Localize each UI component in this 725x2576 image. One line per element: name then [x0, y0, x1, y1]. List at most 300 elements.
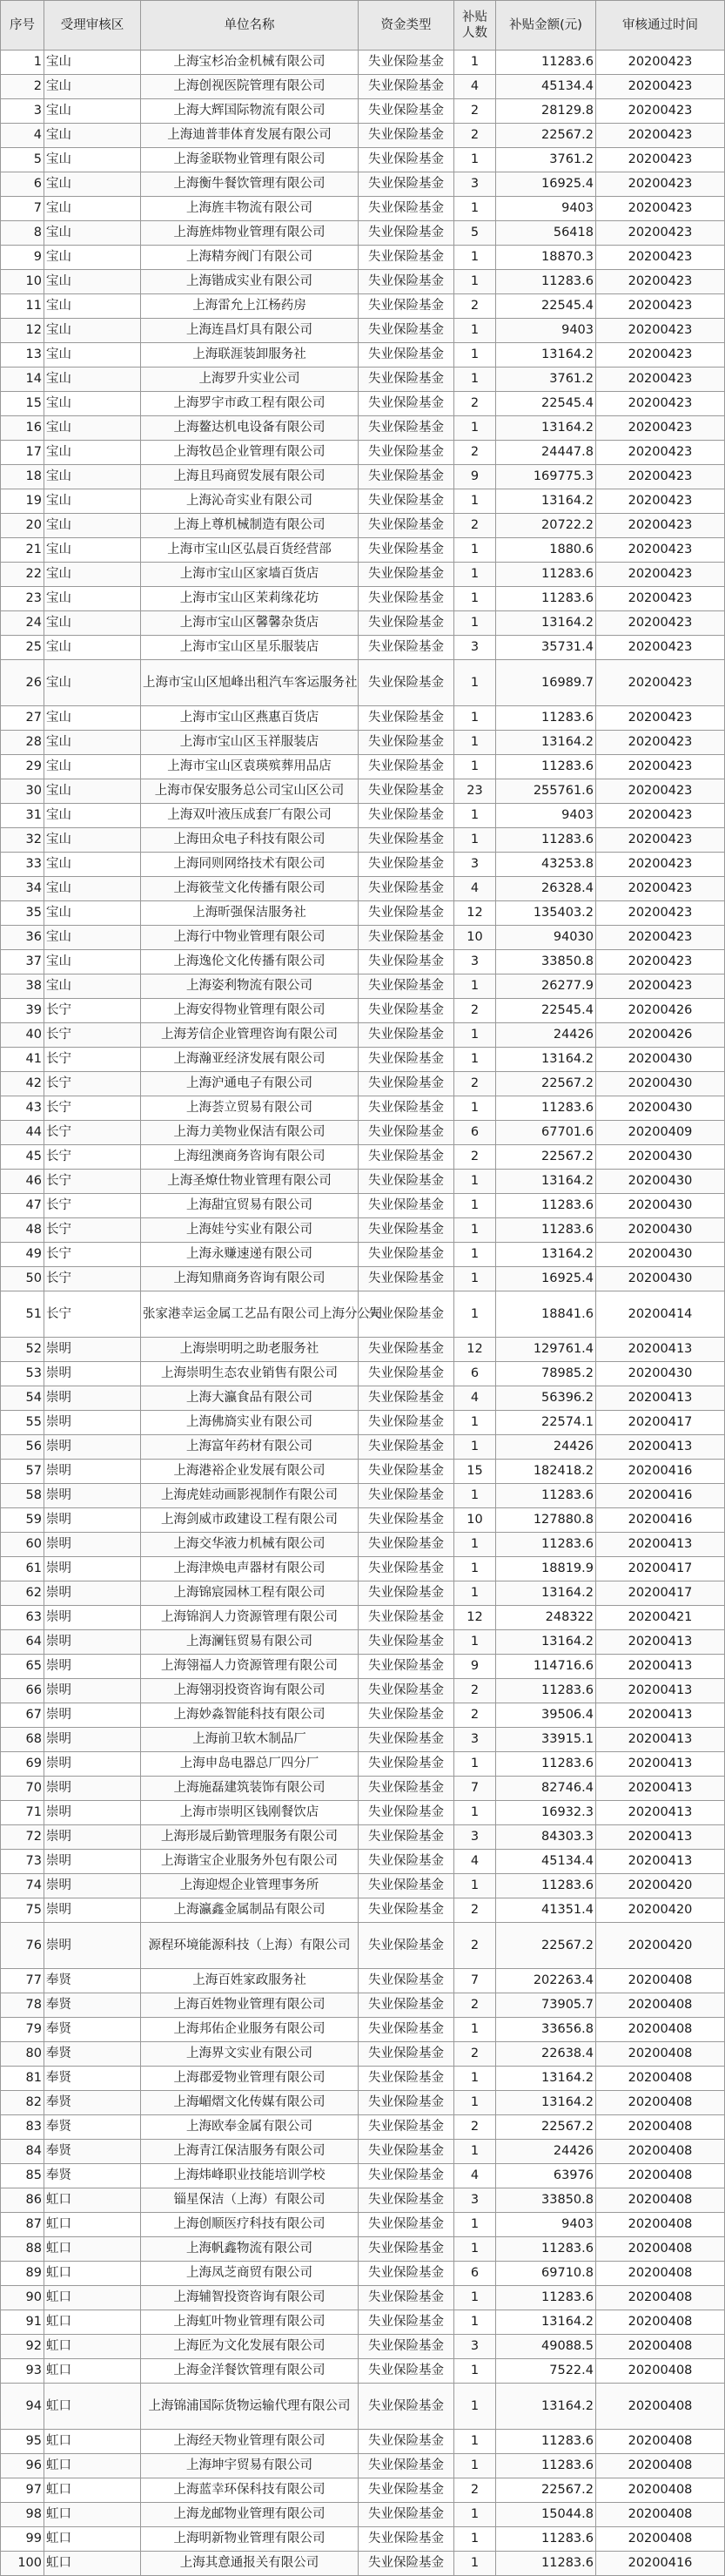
cell-amount: 11283.6 — [496, 1752, 596, 1777]
cell-organization: 上海衡牛餐饮管理有限公司 — [141, 172, 359, 197]
cell-fund-type: 失业保险基金 — [359, 246, 454, 270]
cell-index: 32 — [1, 828, 44, 853]
cell-index: 71 — [1, 1801, 44, 1825]
cell-district: 崇明 — [44, 1655, 141, 1679]
cell-index: 94 — [1, 2384, 44, 2430]
cell-headcount: 3 — [454, 1728, 496, 1752]
cell-fund-type: 失业保险基金 — [359, 779, 454, 804]
cell-fund-type: 失业保险基金 — [359, 172, 454, 197]
cell-amount: 26277.9 — [496, 974, 596, 999]
cell-organization: 上海妙淼智能科技有限公司 — [141, 1703, 359, 1728]
cell-approval-date: 20200423 — [596, 294, 725, 319]
cell-headcount: 1 — [454, 1170, 496, 1194]
cell-organization: 上海且玛商贸发展有限公司 — [141, 465, 359, 489]
cell-organization: 上海前卫软木制品厂 — [141, 1728, 359, 1752]
cell-index: 29 — [1, 755, 44, 779]
table-row — [1, 563, 725, 587]
cell-headcount: 2 — [454, 1145, 496, 1170]
cell-amount: 13164.2 — [496, 489, 596, 514]
cell-index: 53 — [1, 1362, 44, 1386]
cell-amount: 255761.6 — [496, 779, 596, 804]
cell-district: 宝山 — [44, 828, 141, 853]
cell-amount: 33850.8 — [496, 950, 596, 974]
cell-fund-type: 失业保险基金 — [359, 2188, 454, 2213]
cell-index: 89 — [1, 2262, 44, 2286]
cell-index: 34 — [1, 877, 44, 901]
cell-district: 虹口 — [44, 2478, 141, 2503]
cell-organization: 上海市宝山区星乐服装店 — [141, 636, 359, 660]
cell-fund-type: 失业保险基金 — [359, 2503, 454, 2527]
cell-fund-type: 失业保险基金 — [359, 2454, 454, 2478]
cell-approval-date: 20200423 — [596, 368, 725, 392]
table-row — [1, 2384, 725, 2430]
cell-approval-date: 20200423 — [596, 441, 725, 465]
cell-district: 奉贤 — [44, 2140, 141, 2164]
cell-amount: 127880.8 — [496, 1508, 596, 1533]
cell-district: 虹口 — [44, 2310, 141, 2335]
cell-headcount: 3 — [454, 172, 496, 197]
cell-organization: 上海炜峰职业技能培训学校 — [141, 2164, 359, 2188]
cell-amount: 73905.7 — [496, 1993, 596, 2018]
cell-index: 90 — [1, 2286, 44, 2310]
cell-approval-date: 20200408 — [596, 1993, 725, 2018]
cell-organization: 上海虎娃动画影视制作有限公司 — [141, 1484, 359, 1508]
cell-fund-type: 失业保险基金 — [359, 124, 454, 148]
cell-index: 65 — [1, 1655, 44, 1679]
cell-approval-date: 20200420 — [596, 1898, 725, 1923]
cell-approval-date: 20200423 — [596, 950, 725, 974]
cell-amount: 11283.6 — [496, 2237, 596, 2262]
cell-headcount: 1 — [454, 1484, 496, 1508]
cell-organization: 上海纽澳商务咨询有限公司 — [141, 1145, 359, 1170]
cell-organization: 上海市保安服务总公司宝山区公司 — [141, 779, 359, 804]
cell-district: 崇明 — [44, 1338, 141, 1362]
table-row — [1, 148, 725, 172]
cell-approval-date: 20200408 — [596, 2335, 725, 2359]
cell-headcount: 1 — [454, 2430, 496, 2454]
cell-fund-type: 失业保险基金 — [359, 465, 454, 489]
cell-amount: 129761.4 — [496, 1338, 596, 1362]
cell-amount: 11283.6 — [496, 755, 596, 779]
cell-headcount: 1 — [454, 1411, 496, 1435]
table-row — [1, 1533, 725, 1557]
cell-district: 崇明 — [44, 1411, 141, 1435]
cell-district: 崇明 — [44, 1557, 141, 1581]
table-row — [1, 2213, 725, 2237]
cell-amount: 169775.3 — [496, 465, 596, 489]
cell-fund-type: 失业保险基金 — [359, 877, 454, 901]
table-row — [1, 2286, 725, 2310]
cell-organization: 上海施磊建筑装饰有限公司 — [141, 1777, 359, 1801]
cell-approval-date: 20200408 — [596, 2091, 725, 2115]
cell-amount: 11283.6 — [496, 828, 596, 853]
table-row — [1, 343, 725, 368]
cell-organization: 上海田众电子科技有限公司 — [141, 828, 359, 853]
cell-approval-date: 20200413 — [596, 1777, 725, 1801]
cell-index: 26 — [1, 660, 44, 706]
cell-fund-type: 失业保险基金 — [359, 1218, 454, 1243]
cell-headcount: 1 — [454, 2018, 496, 2042]
cell-approval-date: 20200408 — [596, 2359, 725, 2384]
cell-amount: 18841.6 — [496, 1291, 596, 1338]
cell-index: 55 — [1, 1411, 44, 1435]
cell-fund-type: 失业保险基金 — [359, 2552, 454, 2576]
table-row — [1, 1048, 725, 1072]
cell-headcount: 1 — [454, 1581, 496, 1606]
cell-headcount: 3 — [454, 1825, 496, 1850]
cell-district: 崇明 — [44, 1898, 141, 1923]
cell-index: 4 — [1, 124, 44, 148]
cell-fund-type: 失业保险基金 — [359, 1777, 454, 1801]
cell-district: 虹口 — [44, 2359, 141, 2384]
cell-index: 30 — [1, 779, 44, 804]
cell-index: 13 — [1, 343, 44, 368]
cell-approval-date: 20200423 — [596, 489, 725, 514]
cell-fund-type: 失业保险基金 — [359, 441, 454, 465]
cell-organization: 上海市宝山区玉祥服装店 — [141, 731, 359, 755]
cell-approval-date: 20200413 — [596, 1825, 725, 1850]
cell-district: 宝山 — [44, 853, 141, 877]
cell-district: 长宁 — [44, 1096, 141, 1121]
cell-organization: 上海申岛电器总厂四分厂 — [141, 1752, 359, 1777]
cell-district: 宝山 — [44, 489, 141, 514]
cell-district: 宝山 — [44, 538, 141, 563]
cell-district: 奉贤 — [44, 2067, 141, 2091]
cell-index: 97 — [1, 2478, 44, 2503]
cell-organization: 上海龙邮物业管理有限公司 — [141, 2503, 359, 2527]
cell-amount: 13164.2 — [496, 2384, 596, 2430]
cell-organization: 上海辅智投资咨询有限公司 — [141, 2286, 359, 2310]
cell-amount: 39506.4 — [496, 1703, 596, 1728]
cell-approval-date: 20200423 — [596, 148, 725, 172]
cell-organization: 上海富年药材有限公司 — [141, 1435, 359, 1460]
cell-fund-type: 失业保险基金 — [359, 416, 454, 441]
cell-district: 宝山 — [44, 221, 141, 246]
cell-index: 84 — [1, 2140, 44, 2164]
cell-fund-type: 失业保险基金 — [359, 2091, 454, 2115]
cell-fund-type: 失业保险基金 — [359, 99, 454, 124]
cell-district: 宝山 — [44, 319, 141, 343]
cell-approval-date: 20200408 — [596, 2213, 725, 2237]
cell-organization: 上海昕强保洁服务社 — [141, 901, 359, 926]
cell-fund-type: 失业保险基金 — [359, 270, 454, 294]
cell-headcount: 1 — [454, 2237, 496, 2262]
cell-approval-date: 20200423 — [596, 51, 725, 75]
cell-district: 虹口 — [44, 2454, 141, 2478]
cell-approval-date: 20200413 — [596, 1630, 725, 1655]
table-row — [1, 2527, 725, 2552]
table-row — [1, 246, 725, 270]
cell-district: 奉贤 — [44, 2018, 141, 2042]
cell-approval-date: 20200408 — [596, 2454, 725, 2478]
table-row — [1, 611, 725, 636]
cell-amount: 22567.2 — [496, 1145, 596, 1170]
cell-index: 1 — [1, 51, 44, 75]
cell-amount: 13164.2 — [496, 2310, 596, 2335]
cell-index: 45 — [1, 1145, 44, 1170]
cell-amount: 16925.4 — [496, 172, 596, 197]
table-row — [1, 1993, 725, 2018]
table-row — [1, 2115, 725, 2140]
cell-amount: 69710.8 — [496, 2262, 596, 2286]
cell-amount: 13164.2 — [496, 1630, 596, 1655]
cell-fund-type: 失业保险基金 — [359, 974, 454, 999]
cell-index: 92 — [1, 2335, 44, 2359]
cell-district: 虹口 — [44, 2262, 141, 2286]
cell-district: 奉贤 — [44, 2115, 141, 2140]
header-amount: 补贴金额(元) — [496, 1, 596, 51]
cell-index: 67 — [1, 1703, 44, 1728]
cell-district: 奉贤 — [44, 2091, 141, 2115]
cell-approval-date: 20200430 — [596, 1170, 725, 1194]
cell-index: 63 — [1, 1606, 44, 1630]
cell-approval-date: 20200408 — [596, 2188, 725, 2213]
cell-amount: 22567.2 — [496, 124, 596, 148]
cell-organization: 上海荟立贸易有限公司 — [141, 1096, 359, 1121]
cell-district: 宝山 — [44, 974, 141, 999]
cell-organization: 上海青江保洁服务有限公司 — [141, 2140, 359, 2164]
cell-organization: 上海安得物业管理有限公司 — [141, 999, 359, 1023]
cell-district: 虹口 — [44, 2286, 141, 2310]
cell-headcount: 1 — [454, 270, 496, 294]
cell-approval-date: 20200423 — [596, 416, 725, 441]
cell-headcount: 2 — [454, 514, 496, 538]
cell-index: 19 — [1, 489, 44, 514]
cell-approval-date: 20200413 — [596, 1850, 725, 1874]
cell-district: 宝山 — [44, 636, 141, 660]
table-row — [1, 660, 725, 706]
table-row — [1, 75, 725, 99]
cell-headcount: 1 — [454, 1874, 496, 1898]
cell-district: 崇明 — [44, 1508, 141, 1533]
cell-fund-type: 失业保险基金 — [359, 636, 454, 660]
table-row — [1, 51, 725, 75]
cell-headcount: 1 — [454, 611, 496, 636]
cell-amount: 13164.2 — [496, 1170, 596, 1194]
cell-index: 62 — [1, 1581, 44, 1606]
cell-district: 宝山 — [44, 731, 141, 755]
cell-approval-date: 20200423 — [596, 853, 725, 877]
cell-headcount: 1 — [454, 2286, 496, 2310]
cell-headcount: 2 — [454, 1898, 496, 1923]
cell-organization: 上海罗宇市政工程有限公司 — [141, 392, 359, 416]
cell-headcount: 9 — [454, 465, 496, 489]
cell-organization: 上海虹叶物业管理有限公司 — [141, 2310, 359, 2335]
cell-index: 14 — [1, 368, 44, 392]
cell-organization: 上海永赚速递有限公司 — [141, 1243, 359, 1267]
cell-approval-date: 20200430 — [596, 1362, 725, 1386]
cell-organization: 上海行中物业管理有限公司 — [141, 926, 359, 950]
cell-approval-date: 20200408 — [596, 2478, 725, 2503]
table-row — [1, 587, 725, 611]
table-row — [1, 1703, 725, 1728]
cell-index: 27 — [1, 706, 44, 731]
cell-approval-date: 20200416 — [596, 1460, 725, 1484]
cell-fund-type: 失业保险基金 — [359, 1801, 454, 1825]
table-row — [1, 1508, 725, 1533]
cell-headcount: 1 — [454, 804, 496, 828]
cell-district: 崇明 — [44, 1386, 141, 1411]
cell-district: 宝山 — [44, 611, 141, 636]
cell-index: 8 — [1, 221, 44, 246]
cell-organization: 上海帆鑫物流有限公司 — [141, 2237, 359, 2262]
cell-fund-type: 失业保险基金 — [359, 1923, 454, 1969]
cell-approval-date: 20200426 — [596, 1023, 725, 1048]
cell-headcount: 3 — [454, 950, 496, 974]
cell-district: 长宁 — [44, 999, 141, 1023]
cell-district: 宝山 — [44, 124, 141, 148]
cell-headcount: 1 — [454, 2527, 496, 2552]
table-row — [1, 1752, 725, 1777]
cell-approval-date: 20200413 — [596, 1386, 725, 1411]
cell-district: 宝山 — [44, 270, 141, 294]
cell-amount: 45134.4 — [496, 1850, 596, 1874]
table-row — [1, 1243, 725, 1267]
cell-headcount: 2 — [454, 392, 496, 416]
cell-approval-date: 20200423 — [596, 877, 725, 901]
cell-fund-type: 失业保险基金 — [359, 1557, 454, 1581]
table-row — [1, 538, 725, 563]
cell-organization: 上海大辉国际物流有限公司 — [141, 99, 359, 124]
table-row — [1, 1170, 725, 1194]
table-row — [1, 1655, 725, 1679]
cell-district: 宝山 — [44, 368, 141, 392]
cell-headcount: 2 — [454, 1072, 496, 1096]
cell-amount: 63976 — [496, 2164, 596, 2188]
cell-approval-date: 20200423 — [596, 465, 725, 489]
table-row — [1, 1435, 725, 1460]
cell-fund-type: 失业保险基金 — [359, 1096, 454, 1121]
cell-fund-type: 失业保险基金 — [359, 2164, 454, 2188]
cell-fund-type: 失业保险基金 — [359, 587, 454, 611]
cell-fund-type: 失业保险基金 — [359, 2384, 454, 2430]
cell-approval-date: 20200423 — [596, 392, 725, 416]
cell-amount: 67701.6 — [496, 1121, 596, 1145]
cell-organization: 上海瀛鑫金属制品有限公司 — [141, 1898, 359, 1923]
cell-headcount: 12 — [454, 1338, 496, 1362]
cell-district: 宝山 — [44, 246, 141, 270]
cell-fund-type: 失业保险基金 — [359, 2335, 454, 2359]
cell-approval-date: 20200423 — [596, 563, 725, 587]
cell-approval-date: 20200423 — [596, 755, 725, 779]
cell-amount: 24426 — [496, 1023, 596, 1048]
cell-amount: 13164.2 — [496, 1243, 596, 1267]
cell-index: 75 — [1, 1898, 44, 1923]
cell-amount: 1880.6 — [496, 538, 596, 563]
cell-fund-type: 失业保险基金 — [359, 1508, 454, 1533]
cell-headcount: 1 — [454, 587, 496, 611]
cell-organization: 上海百姓物业管理有限公司 — [141, 1993, 359, 2018]
cell-organization: 上海市宝山区家墙百货店 — [141, 563, 359, 587]
cell-approval-date: 20200417 — [596, 1581, 725, 1606]
cell-organization: 上海力美物业保洁有限公司 — [141, 1121, 359, 1145]
cell-amount: 11283.6 — [496, 1096, 596, 1121]
cell-fund-type: 失业保险基金 — [359, 1460, 454, 1484]
cell-fund-type: 失业保险基金 — [359, 1728, 454, 1752]
cell-organization: 上海锦浦国际货物运输代理有限公司 — [141, 2384, 359, 2430]
cell-index: 21 — [1, 538, 44, 563]
cell-district: 崇明 — [44, 1801, 141, 1825]
cell-organization: 上海欧奉金属有限公司 — [141, 2115, 359, 2140]
cell-district: 宝山 — [44, 950, 141, 974]
cell-approval-date: 20200413 — [596, 1655, 725, 1679]
cell-organization: 上海大瀛食品有限公司 — [141, 1386, 359, 1411]
cell-fund-type: 失业保险基金 — [359, 75, 454, 99]
cell-district: 宝山 — [44, 465, 141, 489]
cell-index: 96 — [1, 2454, 44, 2478]
cell-amount: 24426 — [496, 2140, 596, 2164]
cell-organization: 上海市宝山区馨馨杂货店 — [141, 611, 359, 636]
table-row — [1, 1362, 725, 1386]
table-row — [1, 441, 725, 465]
cell-district: 崇明 — [44, 1777, 141, 1801]
cell-organization: 上海姿利物流有限公司 — [141, 974, 359, 999]
cell-fund-type: 失业保险基金 — [359, 1533, 454, 1557]
cell-organization: 上海澜钰贸易有限公司 — [141, 1630, 359, 1655]
table-row — [1, 779, 725, 804]
cell-organization: 上海匠为文化发展有限公司 — [141, 2335, 359, 2359]
table-row — [1, 1630, 725, 1655]
cell-index: 58 — [1, 1484, 44, 1508]
cell-index: 31 — [1, 804, 44, 828]
cell-headcount: 4 — [454, 1850, 496, 1874]
header-organization: 单位名称 — [141, 1, 359, 51]
table-row — [1, 2140, 725, 2164]
cell-district: 虹口 — [44, 2188, 141, 2213]
cell-fund-type: 失业保险基金 — [359, 2359, 454, 2384]
cell-district: 宝山 — [44, 563, 141, 587]
cell-organization: 上海崇明明之助老服务社 — [141, 1338, 359, 1362]
cell-approval-date: 20200423 — [596, 246, 725, 270]
cell-approval-date: 20200413 — [596, 1338, 725, 1362]
cell-headcount: 1 — [454, 2503, 496, 2527]
cell-organization: 上海旌炜物业管理有限公司 — [141, 221, 359, 246]
cell-index: 43 — [1, 1096, 44, 1121]
cell-organization: 上海娃兮实业有限公司 — [141, 1218, 359, 1243]
cell-organization: 上海翎福人力资源管理有限公司 — [141, 1655, 359, 1679]
table-row — [1, 2091, 725, 2115]
cell-headcount: 1 — [454, 1533, 496, 1557]
cell-headcount: 10 — [454, 926, 496, 950]
table-row — [1, 368, 725, 392]
cell-amount: 9403 — [496, 197, 596, 221]
cell-headcount: 4 — [454, 2164, 496, 2188]
cell-amount: 248322 — [496, 1606, 596, 1630]
cell-approval-date: 20200408 — [596, 2503, 725, 2527]
table-row — [1, 1969, 725, 1993]
cell-organization: 上海创视医院管理有限公司 — [141, 75, 359, 99]
cell-headcount: 3 — [454, 2188, 496, 2213]
cell-headcount: 1 — [454, 2384, 496, 2430]
cell-headcount: 4 — [454, 877, 496, 901]
cell-district: 宝山 — [44, 51, 141, 75]
cell-approval-date: 20200430 — [596, 1048, 725, 1072]
cell-amount: 22567.2 — [496, 2478, 596, 2503]
cell-index: 44 — [1, 1121, 44, 1145]
cell-amount: 13164.2 — [496, 2091, 596, 2115]
cell-district: 虹口 — [44, 2503, 141, 2527]
cell-organization: 上海同则网络技术有限公司 — [141, 853, 359, 877]
cell-amount: 9403 — [496, 804, 596, 828]
cell-amount: 94030 — [496, 926, 596, 950]
cell-headcount: 12 — [454, 901, 496, 926]
cell-fund-type: 失业保险基金 — [359, 197, 454, 221]
cell-district: 宝山 — [44, 172, 141, 197]
cell-index: 47 — [1, 1194, 44, 1218]
cell-approval-date: 20200408 — [596, 2115, 725, 2140]
cell-fund-type: 失业保险基金 — [359, 1362, 454, 1386]
table-row — [1, 1850, 725, 1874]
